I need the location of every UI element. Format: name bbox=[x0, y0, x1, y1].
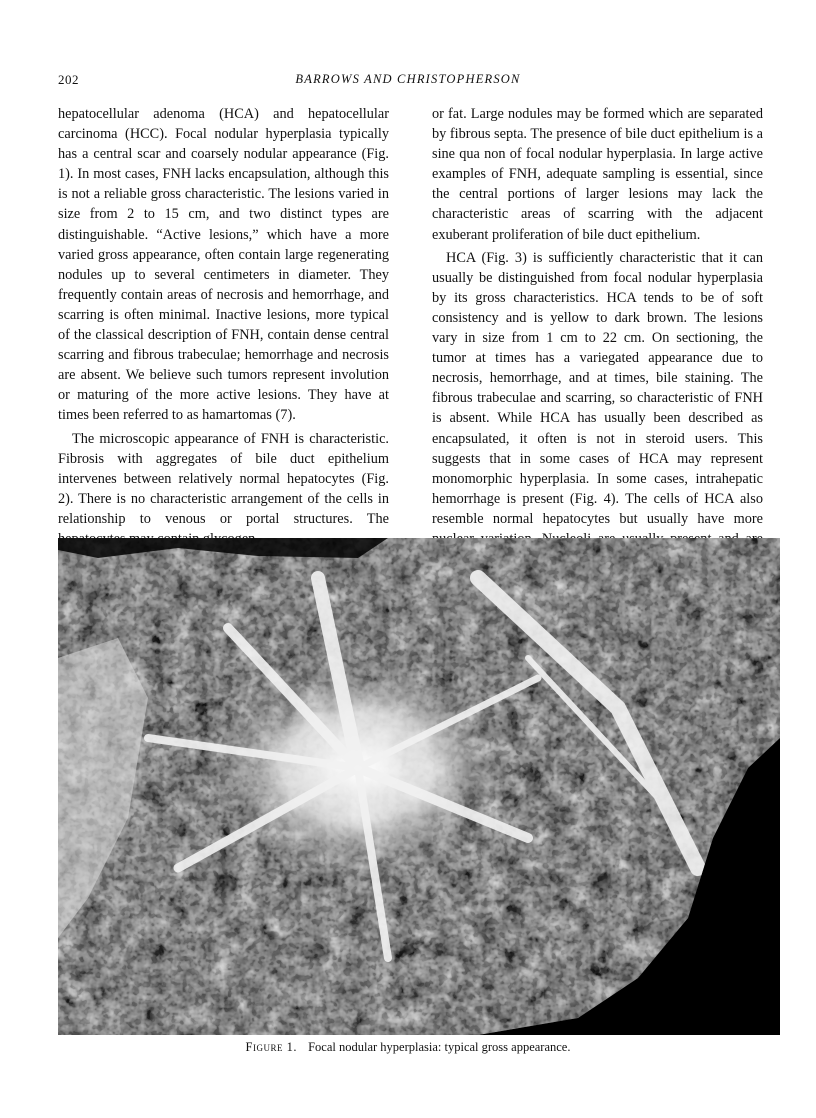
paragraph: HCA (Fig. 3) is sufficiently characteristic that it can usually be distinguished from focal nodular hyperplasia by its gross characteristics. HCA tends to be of soft consistency and is yellow to dark brown. The lesions vary in size from 1 cm to 22 cm. On sectioning, the tumor at times has a variegated appearance due to necrosis, hemorrhage, and at times, bile staining. The fibrous trabeculae and scarring, so characteristic of FNH is absent. While HCA has usually been described as encapsulated, it often is not in steroid users. This suggests that in some cases of HCA may represent monomorphic hyperplasia. In some cases, intrahepatic hemorrhage is present (Fig. 4). The cells of HCA also resemble normal hepatocytes but usually have more bbox=[432, 249, 763, 527]
gross-specimen-photo bbox=[58, 538, 780, 1035]
figure-1-photograph bbox=[58, 538, 780, 1035]
figure-label: Figure 1. bbox=[245, 1040, 297, 1054]
paragraph: hepatocellular adenoma (HCA) and hepatocellular carcinoma (HCC). Focal nodular hyperplasia typically has a central scar and coarsely nodular appearance (Fig. 1). In most cases, FNH lacks encapsulation, although this is not a reliable gross characteristic. The lesions varied in size from 2 to 15 cm, and two distinct types are distinguishable. “Active lesions,” which have a more varied gross appearance, often contain large regenerating nodules up to several centimeters in diameter. They frequently contain areas of necrosis and hemorrhage, and scarring is often minimal. Inactive lesions, more typical of the classical description of FNH, contain dense central scarring and fibrous trabeculae; hemorrhage and necrosis are absent. We believe such tumors represent involution or maturing of the more active lesions. They have at times been referred to as hamartomas (7). bbox=[58, 106, 389, 424]
paragraph: or fat. Large nodules may be formed which are separated by fibrous septa. The presence of bile duct epithelium is a sine qua non of focal nodular hyperplasia. In large active examples of FNH, adequate sampling is essential, since the central portions of larger lesions may lack the characteristic areas of scarring with the adjacent exuberant proliferation of bile duct epithelium. bbox=[432, 106, 763, 243]
paragraph: The microscopic appearance of FNH is characteristic. Fibrosis with aggregates of bile duct epithelium intervenes between relatively normal hepatocytes (Fig. 2). There is no characteristic arrangement of the cells in relationship to venous or portal structures. The bbox=[58, 430, 389, 527]
figure-caption bbox=[0, 1040, 816, 1055]
right-column bbox=[432, 104, 763, 569]
left-column bbox=[58, 104, 389, 549]
figure-caption-text: Focal nodular hyperplasia: typical gross appearance. bbox=[308, 1040, 571, 1054]
running-head: BARROWS AND CHRISTOPHERSON bbox=[295, 72, 521, 86]
page-number: 202 bbox=[58, 72, 79, 87]
